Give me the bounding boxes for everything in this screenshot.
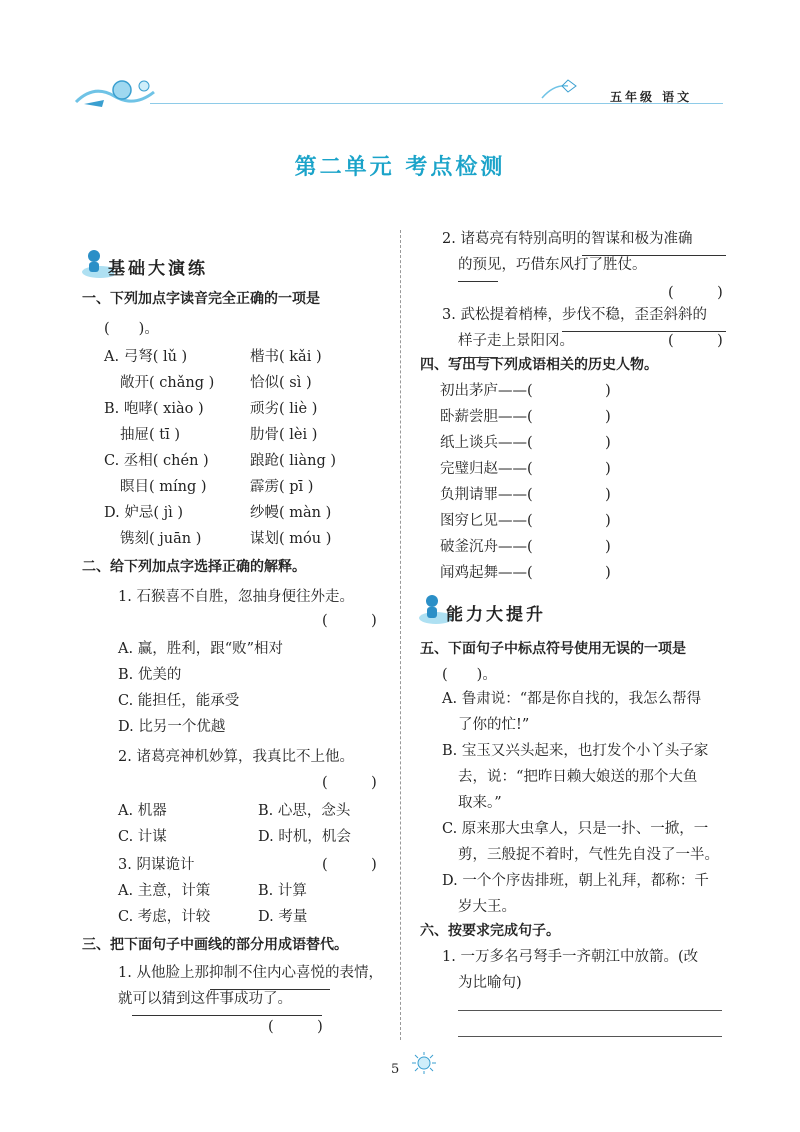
text-line: C. 考虑，计较 <box>118 909 211 925</box>
text-line: 瞑目( míng ) <box>120 479 207 495</box>
section-badge-basic <box>78 250 248 280</box>
text-line: 1. 石猴喜不自胜，忽抽身便往外走。 <box>118 589 354 605</box>
text-line: C. 丞相( chén ) <box>104 453 209 469</box>
text-line: 踉跄( liàng ) <box>250 453 337 469</box>
question-heading: 五、下面句子中标点符号使用无误的一项是 <box>420 641 686 657</box>
text-line: B. 优美的 <box>118 667 182 683</box>
underline-phrase <box>132 1015 322 1016</box>
text-line: ( ) <box>668 285 723 301</box>
text-line: D. 考量 <box>258 909 308 925</box>
text-line: 谋划( móu ) <box>250 531 332 547</box>
question-heading: 三、把下面句子中画线的部分用成语替代。 <box>82 937 348 953</box>
question-heading: 一、下列加点字读音完全正确的一项是 <box>82 291 320 307</box>
text-line: ( )。 <box>104 321 159 337</box>
text-line: 1. 一万多名弓弩手一齐朝江中放箭。(改 <box>442 949 699 965</box>
text-line: A. 赢，胜利，跟“败”相对 <box>118 641 284 657</box>
text-line: 肋骨( lèi ) <box>250 427 318 443</box>
text-line: 卧薪尝胆——( ) <box>440 409 611 425</box>
underline-phrase <box>458 357 498 358</box>
text-line: 剪，三般捉不着时，气性先自没了一半。 <box>458 847 719 863</box>
text-line: A. 主意，计策 <box>118 883 211 899</box>
text-line: C. 计谋 <box>118 829 167 845</box>
underline-phrase <box>582 255 726 256</box>
text-line: 了你的忙!” <box>458 717 530 733</box>
underline-phrase <box>562 331 726 332</box>
text-line: 取来。” <box>458 795 502 811</box>
text-line: 楷书( kǎi ) <box>250 349 322 365</box>
text-line: D. 时机，机会 <box>258 829 351 845</box>
text-line: 的预见，巧借东风打了胜仗。 <box>458 257 647 273</box>
text-line: 去，说：“把昨日赖大娘送的那个大鱼 <box>458 769 698 785</box>
text-line: A. 机器 <box>118 803 167 819</box>
text-line: 3. 武松提着梢棒，步伐不稳，歪歪斜斜的 <box>442 307 707 323</box>
question-heading: 四、写出与下列成语相关的历史人物。 <box>420 357 658 373</box>
text-line: B. 咆哮( xiào ) <box>104 401 204 417</box>
text-line: 样子走上景阳冈。 <box>458 333 574 349</box>
section-badge-advanced <box>416 596 586 626</box>
text-line: B. 心思，念头 <box>258 803 351 819</box>
text-line: 3. 阴谋诡计 <box>118 857 195 873</box>
sun-icon <box>410 1052 438 1074</box>
header-decoration-icon <box>74 74 164 110</box>
underline-phrase <box>458 281 498 282</box>
text-line: 就可以猜到这件事成功了。 <box>118 991 292 1007</box>
text-line: C. 能担任，能承受 <box>118 693 240 709</box>
text-line: 为比喻句) <box>458 975 522 991</box>
text-line: 2. 诸葛亮有特别高明的智谋和极为准确 <box>442 231 693 247</box>
text-line: 完璧归赵——( ) <box>440 461 611 477</box>
text-line: 1. 从他脸上那抑制不住内心喜悦的表情， <box>118 965 383 981</box>
text-line: 霹雳( pī ) <box>250 479 314 495</box>
text-line: ( ) <box>668 333 723 349</box>
question-heading: 二、给下列加点字选择正确的解释。 <box>82 559 306 575</box>
column-divider <box>400 230 401 1040</box>
text-line: 2. 诸葛亮神机妙算，我真比不上他。 <box>118 749 354 765</box>
question-heading: 六、按要求完成句子。 <box>420 923 560 939</box>
text-line: 纱幔( màn ) <box>250 505 332 521</box>
section-title-advanced: 能力大提升 <box>446 605 546 625</box>
text-line: ( ) <box>268 1019 323 1035</box>
text-line: 敞开( chǎng ) <box>120 375 215 391</box>
text-line: 岁大王。 <box>458 899 516 915</box>
header-grade-subject: 五年级 语文 <box>610 90 693 104</box>
text-line: C. 原来那大虫拿人，只是一扑、一掀，一 <box>442 821 709 837</box>
text-line: D. 妒忌( jì ) <box>104 505 183 521</box>
page-title: 第二单元 考点检测 <box>294 154 506 180</box>
section-title-basic: 基础大演练 <box>108 259 208 279</box>
page-number: 5 <box>391 1062 400 1077</box>
text-line: B. 计算 <box>258 883 307 899</box>
text-line: A. 弓弩( lǔ ) <box>104 349 188 365</box>
underline-phrase <box>210 989 330 990</box>
text-line: ( )。 <box>442 667 497 683</box>
text-line: D. 比另一个优越 <box>118 719 226 735</box>
text-line: 纸上谈兵——( ) <box>440 435 611 451</box>
text-line: D. 一个个序齿排班，朝上礼拜，都称：千 <box>442 873 709 889</box>
answer-line[interactable] <box>458 1010 722 1011</box>
text-line: 破釜沉舟——( ) <box>440 539 611 555</box>
text-line: 初出茅庐——( ) <box>440 383 611 399</box>
text-line: ( ) <box>322 857 377 873</box>
text-line: 图穷匕见——( ) <box>440 513 611 529</box>
text-line: ( ) <box>322 775 377 791</box>
text-line: 顽劣( liè ) <box>250 401 318 417</box>
text-line: 恰似( sì ) <box>250 375 312 391</box>
text-line: A. 鲁肃说：“都是你自找的，我怎么帮得 <box>442 691 702 707</box>
answer-line[interactable] <box>458 1036 722 1037</box>
text-line: 抽屉( tī ) <box>120 427 180 443</box>
text-line: B. 宝玉又兴头起来，也打发个小丫头子家 <box>442 743 709 759</box>
text-line: ( ) <box>322 613 377 629</box>
kite-icon <box>540 76 580 102</box>
text-line: 负荆请罪——( ) <box>440 487 611 503</box>
text-line: 闻鸡起舞——( ) <box>440 565 611 581</box>
text-line: 镌刻( juān ) <box>120 531 202 547</box>
